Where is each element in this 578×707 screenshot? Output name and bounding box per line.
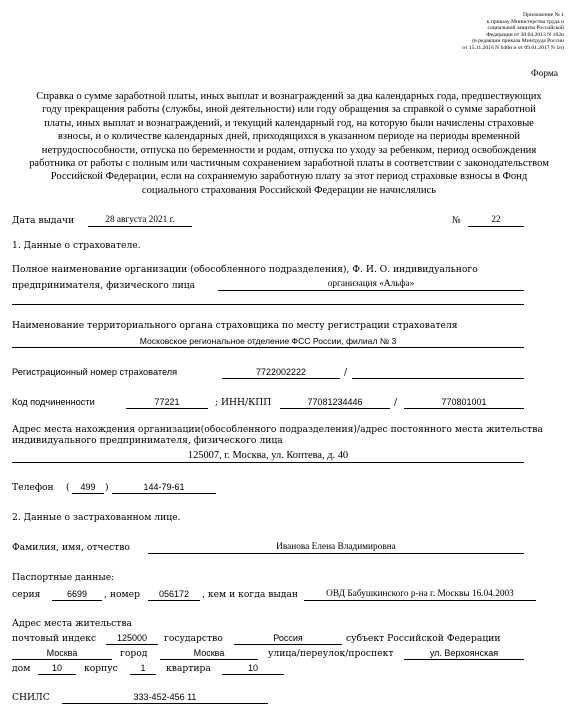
issue-number-line (468, 226, 524, 227)
reg-number-value: 7722002222 (255, 367, 307, 377)
org-name-line (218, 290, 524, 291)
reg-number-separator: / (344, 367, 348, 378)
note-line: Федерации от 30.04.2013 N 182н (486, 31, 564, 38)
street-label: улица/переулок/проспект (268, 648, 394, 659)
note-line: (в редакции приказа Минтруда России (472, 38, 564, 45)
passport-series-line (52, 600, 102, 601)
flat-line (222, 674, 284, 675)
passport-number-value: 056172 (158, 589, 190, 599)
passport-issued-label: , кем и когда выдан (202, 589, 299, 600)
passport-series-label: серия (12, 589, 41, 600)
phone-paren-open: ( (66, 482, 70, 493)
subject-label: субъект Российской Федерации (346, 633, 501, 644)
inn-kpp-label: ; ИНН/КПП (215, 397, 272, 408)
note-line: от 15.11.2016 N 648н и от 09.01.2017 N 1н) (462, 44, 564, 51)
org-name-value: организация «Альфа» (327, 279, 415, 289)
org-name-line-extra (12, 304, 524, 305)
phone-label: Телефон (12, 482, 54, 493)
inn-value: 77081234446 (307, 397, 363, 407)
org-address-line (12, 462, 524, 463)
subject-line (12, 659, 112, 660)
org-name-label: Полное наименование организации (обособленного подразделения), Ф. И. О. индивидуального (12, 264, 478, 275)
city-label: город (120, 648, 148, 659)
org-address-label: Адрес места нахождения организации(обособленного подразделения)/адрес постоянного места жительства (12, 424, 543, 435)
postcode-label: почтовый индекс (12, 633, 97, 644)
phone-code-line (72, 493, 104, 494)
kpp-line (404, 408, 524, 409)
note-line: социальной защиты Российской (487, 25, 564, 32)
fio-value: Иванова Елена Владимировна (276, 542, 396, 552)
territorial-body-value: Московское региональное отделение ФСС России, филиал № 3 (139, 336, 397, 346)
issue-date-line (88, 226, 192, 227)
phone-number-value: 144-79-61 (143, 482, 185, 492)
reg-number-line (222, 378, 340, 379)
street-value: ул. Верхоянская (429, 648, 499, 658)
note-line: к приказу Министерства труда и (486, 18, 564, 25)
form-label: Форма (530, 69, 558, 79)
reg-number-line2 (352, 378, 524, 379)
passport-number-line (148, 600, 200, 601)
org-name-label-cont: предпринимателя, физического лица (12, 280, 196, 291)
building-value: 1 (140, 663, 146, 673)
flat-value: 10 (247, 663, 258, 673)
document-title: Справка о сумме заработной платы, иных выплат и вознаграждений за два календарных года, предшествующих году прекращения работы (службы, иной деятельности) или году обращения за справкой о сумме заработной платы, иных выплат и вознаграждений, и текущий календарный год, на которую были начислены страховые взносы, и о количестве календарных дней, приходящихся в указанном периоде на периоды временной нетрудоспособности, отпуска по беременности и родам, отпуска по уходу за ребенком, период освобождения работника от работы с полным или частичным сохранением заработной платы в соответствии с законодательством Российской Федерации, если на сохраняемую заработную плату за этот период страховые взносы в Фонд социального страхования Российской Федерации не начислялись (29, 91, 549, 196)
order-reference-note (374, 12, 564, 52)
building-label: корпус (84, 663, 118, 674)
issue-date-value: 28 августа 2021 г. (105, 215, 175, 225)
issue-date-label: Дата выдачи (12, 215, 75, 226)
reg-number-label: Регистрационный номер страхователя (12, 367, 178, 377)
section2-heading: 2. Данные о застрахованном лице. (12, 512, 181, 523)
passport-number-label: , номер (104, 589, 140, 600)
subordination-code-line (126, 408, 208, 409)
phone-code-value: 499 (80, 482, 96, 492)
passport-issued-line (304, 600, 536, 601)
passport-series-value: 6699 (66, 589, 88, 599)
section1-heading: 1. Данные о страхователе. (12, 240, 141, 251)
territorial-body-line (12, 347, 524, 348)
issue-number-value: 22 (491, 215, 501, 225)
building-line (130, 674, 156, 675)
passport-label: Паспортные данные: (12, 572, 115, 583)
street-line (404, 659, 524, 660)
country-value: Россия (273, 633, 303, 643)
snils-line (62, 703, 268, 704)
issue-number-label: № (452, 215, 461, 226)
subordination-code-label: Код подчиненности (12, 397, 95, 407)
postcode-line (106, 644, 158, 645)
note-line: Приложение № 1 (523, 12, 564, 18)
kpp-separator: / (394, 397, 398, 408)
subject-value: Москва (46, 648, 78, 658)
country-line (234, 644, 342, 645)
flat-label: квартира (166, 663, 211, 674)
org-address-label-cont: индивидуального предпринимателя, физического лица (12, 435, 283, 446)
snils-value: 333-452-456 11 (133, 692, 197, 702)
fio-label: Фамилия, имя, отчество (12, 542, 130, 553)
city-value: Москва (193, 648, 225, 658)
postcode-value: 125000 (116, 633, 148, 643)
house-label: дом (12, 663, 31, 674)
snils-label: СНИЛС (12, 692, 50, 703)
inn-line (280, 408, 390, 409)
phone-paren-close: ) (105, 482, 109, 493)
residence-label: Адрес места жительства (12, 618, 133, 629)
subordination-code-value: 77221 (154, 397, 180, 407)
passport-issued-value: ОВД Бабушкинского р-на г. Москвы 16.04.2003 (326, 589, 514, 599)
house-line (38, 674, 76, 675)
city-line (160, 659, 258, 660)
fio-line (148, 553, 524, 554)
house-value: 10 (51, 663, 62, 673)
phone-number-line (112, 493, 216, 494)
org-address-value: 125007, г. Москва, ул. Коптева, д. 40 (187, 450, 349, 461)
country-label: государство (164, 633, 223, 644)
kpp-value: 770801001 (441, 397, 487, 407)
territorial-body-label: Наименование территориального органа страховщика по месту регистрации страхователя (12, 320, 458, 331)
